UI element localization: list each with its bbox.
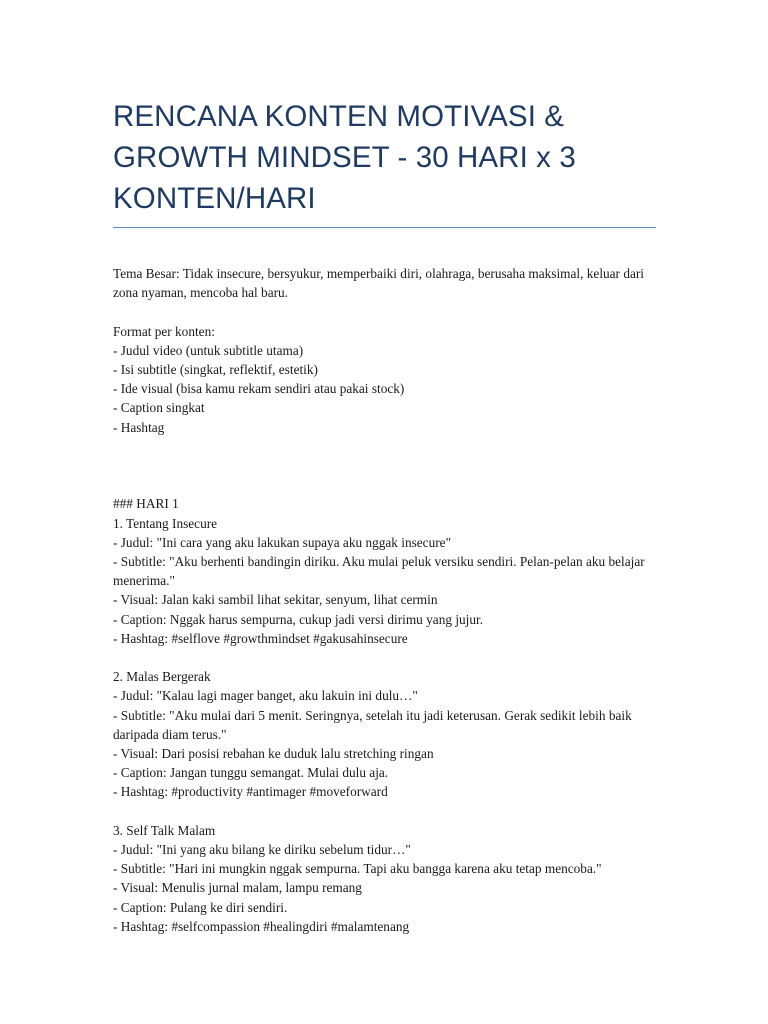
day-heading: ### HARI 1 — [113, 496, 179, 512]
content-block-2 — [113, 667, 658, 801]
format-item: - Hashtag — [113, 419, 165, 435]
content-line: - Caption: Pulang ke diri sendiri. — [113, 899, 288, 915]
title-divider — [113, 227, 656, 228]
document-page — [113, 96, 658, 936]
format-section — [113, 322, 658, 437]
content-line: - Hashtag: #productivity #antimager #moveforward — [113, 784, 388, 800]
content-line: - Hashtag: #selfcompassion #healingdiri #malamtenang — [113, 918, 410, 934]
document-title: RENCANA KONTEN MOTIVASI & GROWTH MINDSET - 30 HARI x 3 KONTEN/HARI — [113, 100, 576, 215]
content-line: - Subtitle: "Hari ini mungkin nggak sempurna. Tapi aku bangga karena aku tetap mencoba." — [113, 861, 602, 877]
content-line: - Judul: "Kalau lagi mager banget, aku lakuin ini dulu…" — [113, 688, 418, 704]
content-line: - Visual: Jalan kaki sambil lihat sekitar, senyum, lihat cermin — [113, 592, 438, 608]
content-line: - Subtitle: "Aku mulai dari 5 menit. Seringnya, setelah itu jadi keterusan. Gerak sedikit lebih baik daripada diam terus." — [113, 707, 636, 742]
content-line: - Caption: Jangan tunggu semangat. Mulai dulu aja. — [113, 765, 389, 781]
content-block-3 — [113, 821, 658, 936]
format-item: - Caption singkat — [113, 400, 205, 416]
content-line: - Caption: Nggak harus sempurna, cukup jadi versi dirimu yang jujur. — [113, 611, 484, 627]
format-item: - Ide visual (bisa kamu rekam sendiri atau pakai stock) — [113, 381, 405, 397]
content-title: 3. Self Talk Malam — [113, 822, 216, 838]
document-body — [113, 264, 658, 936]
content-line: - Subtitle: "Aku berhenti bandingin diriku. Aku mulai peluk versiku sendiri. Pelan-pelan aku belajar menerima." — [113, 554, 648, 589]
format-item: - Judul video (untuk subtitle utama) — [113, 342, 304, 358]
content-line: - Judul: "Ini yang aku bilang ke diriku sebelum tidur…" — [113, 842, 411, 858]
content-line: - Judul: "Ini cara yang aku lakukan supaya aku nggak insecure" — [113, 534, 451, 550]
content-block-1 — [113, 514, 658, 648]
content-line: - Visual: Menulis jurnal malam, lampu remang — [113, 880, 362, 896]
spacer — [113, 802, 658, 821]
day-section — [113, 494, 658, 936]
content-line: - Hashtag: #selflove #growthmindset #gakusahinsecure — [113, 630, 408, 646]
content-line: - Visual: Dari posisi rebahan ke duduk lalu stretching ringan — [113, 746, 434, 762]
spacer — [113, 648, 658, 667]
theme-paragraph: Tema Besar: Tidak insecure, bersyukur, memperbaiki diri, olahraga, berusaha maksimal, keluar dari zona nyaman, mencoba hal baru. — [113, 266, 644, 301]
spacer — [113, 437, 658, 495]
format-item: - Isi subtitle (singkat, reflektif, estetik) — [113, 362, 318, 377]
content-title: 2. Malas Bergerak — [113, 669, 211, 685]
spacer — [113, 302, 658, 321]
content-title: 1. Tentang Insecure — [113, 515, 218, 531]
format-heading: Format per konten: — [113, 323, 215, 339]
